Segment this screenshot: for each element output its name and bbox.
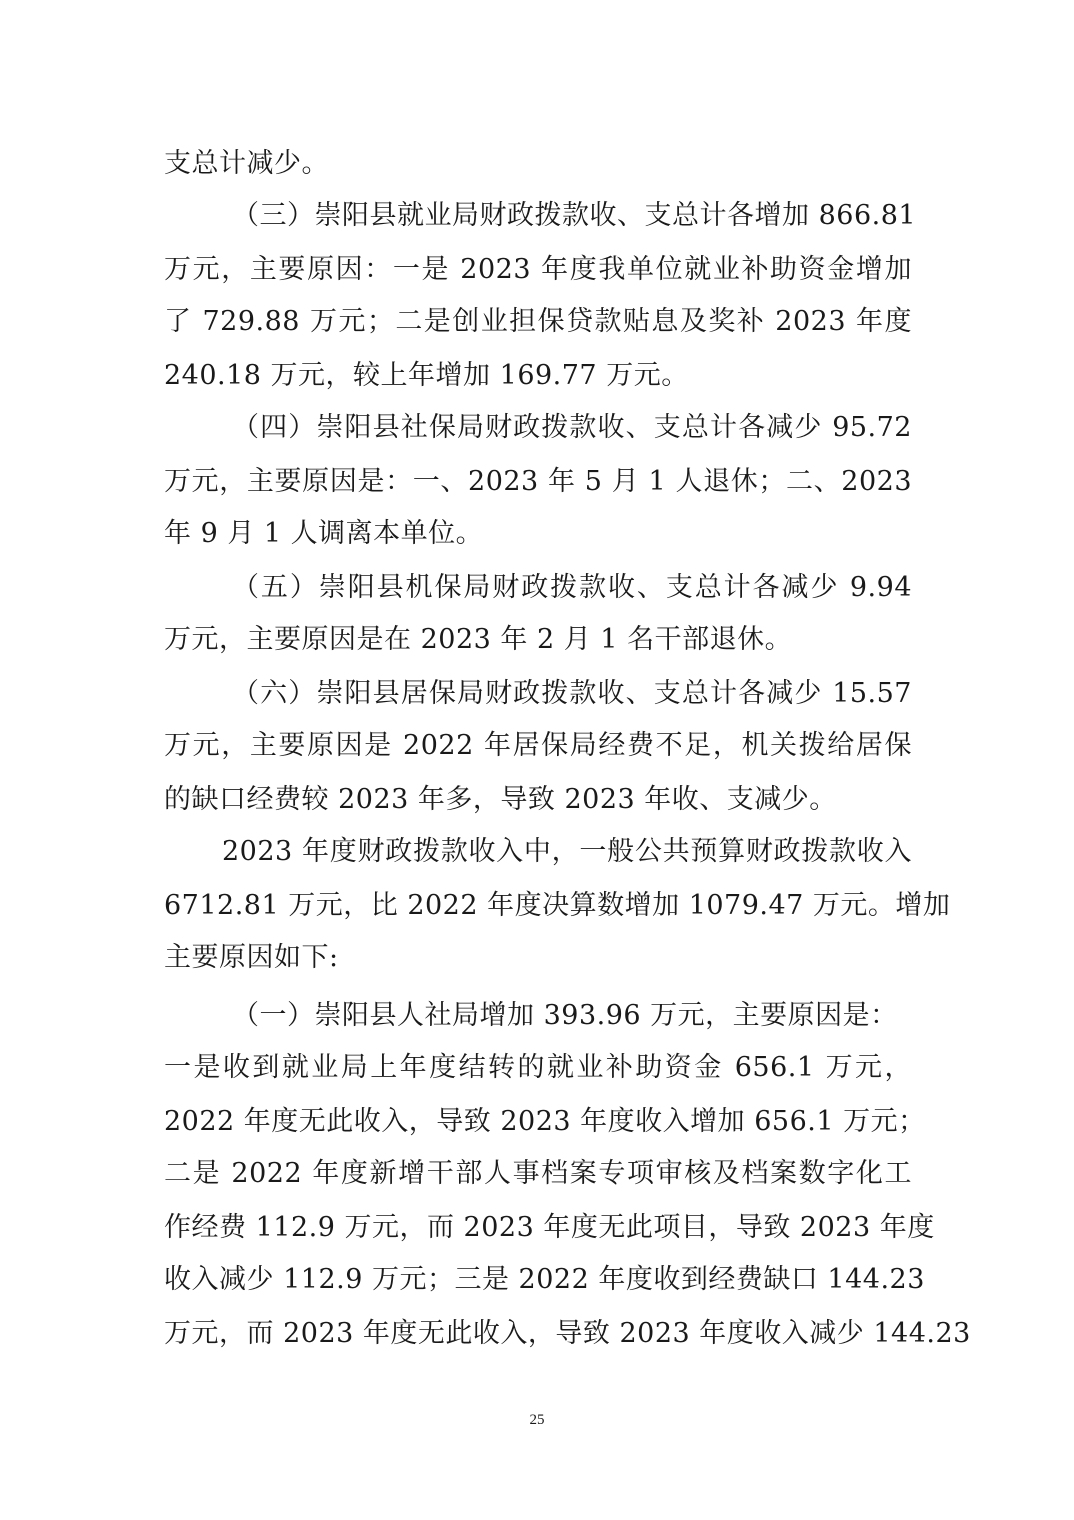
body-line-4: 了 729.88 万元；二是创业担保贷款贴息及奖补 2023 年度 (164, 306, 912, 337)
body-line-9: （五）崇阳县机保局财政拨款收、支总计各减少 9.94 (232, 572, 912, 603)
body-line-2: （三）崇阳县就业局财政拨款收、支总计各增加 866.81 (232, 200, 917, 231)
body-line-12: 万元，主要原因是 2022 年居保局经费不足，机关拨给居保 (164, 730, 912, 761)
body-line-11: （六）崇阳县居保局财政拨款收、支总计各减少 15.57 (232, 678, 912, 709)
body-line-13: 的缺口经费较 2023 年多，导致 2023 年收、支减少。 (164, 784, 837, 815)
page-number: 25 (529, 1412, 545, 1428)
body-line-19: 2022 年度无此收入，导致 2023 年度收入增加 656.1 万元； (164, 1106, 926, 1137)
body-line-23: 万元，而 2023 年度无此收入，导致 2023 年度收入减少 144.23 (164, 1318, 971, 1349)
body-line-16: 主要原因如下: (164, 942, 339, 973)
body-line-18: 一是收到就业局上年度结转的就业补助资金 656.1 万元， (164, 1052, 912, 1083)
body-line-10: 万元，主要原因是在 2023 年 2 月 1 名干部退休。 (164, 624, 793, 655)
body-line-3: 万元，主要原因：一是 2023 年度我单位就业补助资金增加 (164, 254, 912, 285)
body-line-6: （四）崇阳县社保局财政拨款收、支总计各减少 95.72 (232, 412, 912, 443)
body-line-20: 二是 2022 年度新增干部人事档案专项审核及档案数字化工 (164, 1158, 912, 1189)
body-line-21: 作经费 112.9 万元，而 2023 年度无此项目，导致 2023 年度 (164, 1212, 935, 1243)
body-line-1: 支总计减少。 (164, 148, 329, 179)
body-line-8: 年 9 月 1 人调离本单位。 (164, 518, 484, 549)
body-line-17: （一）崇阳县人社局增加 393.96 万元，主要原因是： (232, 1000, 898, 1031)
body-line-22: 收入减少 112.9 万元；三是 2022 年度收到经费缺口 144.23 (164, 1264, 925, 1295)
body-line-7: 万元，主要原因是：一、2023 年 5 月 1 人退休；二、2023 (164, 466, 912, 497)
body-line-14: 2023 年度财政拨款收入中，一般公共预算财政拨款收入 (222, 836, 912, 867)
body-line-5: 240.18 万元，较上年增加 169.77 万元。 (164, 360, 689, 391)
body-line-15: 6712.81 万元，比 2022 年度决算数增加 1079.47 万元。增加 (164, 890, 951, 921)
